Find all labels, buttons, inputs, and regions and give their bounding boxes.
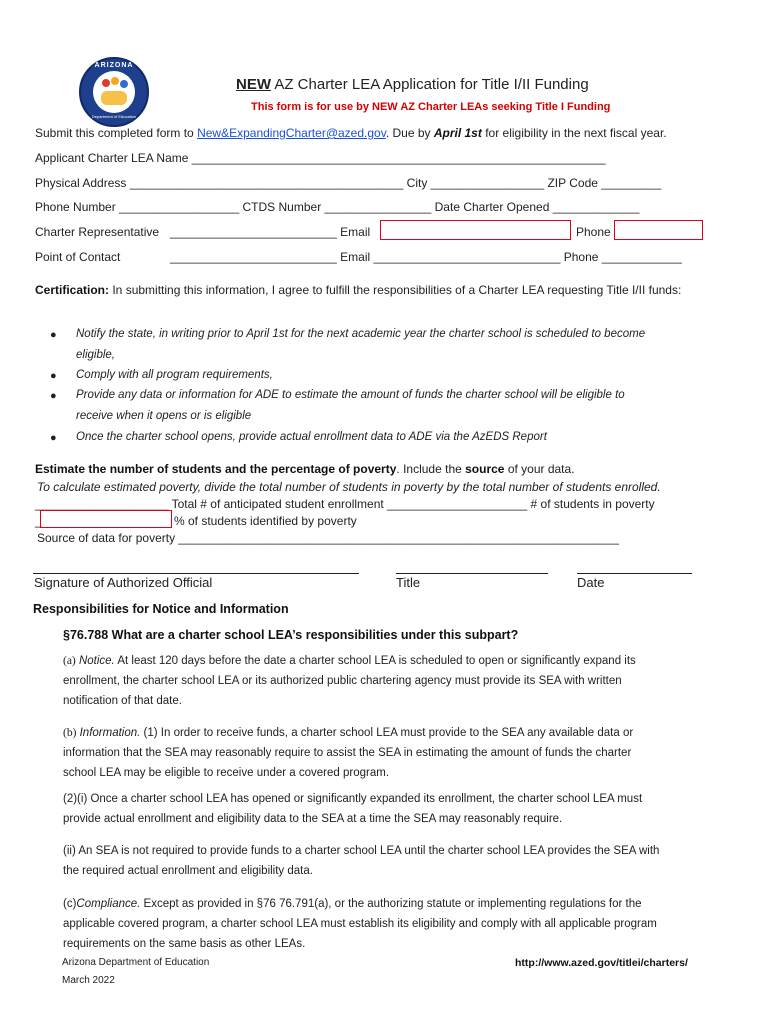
information-tag: (b): [63, 727, 77, 739]
footer-org: Arizona Department of Education: [62, 957, 210, 968]
notice-tag: (a): [63, 655, 76, 667]
notice-line-3: notification of that date.: [63, 695, 182, 707]
estimate-end: of your data.: [504, 462, 575, 476]
estimate-source: source: [465, 462, 505, 476]
poc-label: Point of Contact: [35, 250, 121, 264]
sea-funds-paragraph: [63, 841, 713, 881]
rep-email-input[interactable]: [380, 220, 571, 240]
bullet-dot: ●: [50, 390, 57, 402]
bullet-1-line-2: eligible,: [76, 349, 115, 361]
date-label: Date: [577, 575, 605, 590]
bullet-4: Once the charter school opens, provide actual enrollment data to ADE via the AzEDS Report: [76, 431, 547, 443]
submit-instructions: [35, 126, 667, 140]
form-title: [236, 76, 589, 93]
submit-suffix: for eligibility in the next fiscal year.: [481, 126, 667, 140]
logo-bottom-text: Department of Education: [91, 114, 137, 119]
enrollment-row[interactable]: ____________________ Total # of anticipated student enrollment _____________________ # of students in poverty: [35, 497, 655, 511]
bullet-3-line-1: Provide any data or information for ADE to estimate the amount of funds the charter school will be eligible to: [76, 389, 625, 401]
submit-email-link[interactable]: New&ExpandingCharter@azed.gov: [197, 126, 386, 140]
title-new: NEW: [236, 76, 271, 93]
estimate-mid: . Include the: [396, 462, 466, 476]
logo-top-text: ARIZONA: [94, 62, 134, 69]
sea-funds-line-1: (ii) An SEA is not required to provide funds to a charter school LEA until the charter school LEA provides the SEA with: [63, 845, 660, 857]
physical-address-field[interactable]: Physical Address _________________________________________ City _________________ ZIP Code _________: [35, 176, 662, 190]
lea-name-field[interactable]: Applicant Charter LEA Name ______________________________________________________________: [35, 151, 606, 165]
enrollment-data-line-2: provide actual enrollment and eligibility data to the SEA at a time the SEA may reasonably require.: [63, 813, 563, 825]
rep-phone-label: Phone: [576, 225, 611, 239]
rep-phone-input[interactable]: [614, 220, 703, 240]
submit-mid: . Due by: [385, 126, 434, 140]
footer-date: March 2022: [62, 975, 115, 986]
enrollment-data-paragraph: [63, 789, 713, 829]
notice-em: Notice.: [75, 655, 115, 667]
information-line-1: (1) In order to receive funds, a charter school LEA must provide to the SEA any available data or: [140, 727, 634, 739]
title-line[interactable]: [396, 573, 548, 574]
responsibilities-heading: Responsibilities for Notice and Information: [33, 602, 289, 616]
estimate-heading-bold: Estimate the number of students and the percentage of poverty: [35, 462, 397, 476]
title-label: Title: [396, 575, 421, 590]
compliance-line-2: applicable covered program, a charter school LEA must establish its eligibility and comply with all applicable program: [63, 918, 657, 930]
information-em: Information.: [76, 727, 141, 739]
compliance-line-3: requirements on the same basis as other LEAs.: [63, 938, 306, 950]
bullet-dot: ●: [50, 432, 57, 444]
date-line[interactable]: [577, 573, 692, 574]
compliance-paragraph: [63, 894, 713, 954]
certification-statement: [35, 283, 681, 297]
bullet-3-line-2: receive when it opens or is eligible: [76, 410, 252, 422]
phone-ctds-row[interactable]: Phone Number __________________ CTDS Number ________________ Date Charter Opened _____________: [35, 200, 640, 214]
azed-logo: [79, 57, 149, 127]
enrollment-data-line-1: (2)(i) Once a charter school LEA has opened or significantly expanded its enrollment, the charter school LEA must: [63, 793, 643, 805]
form-subtitle: This form is for use by NEW AZ Charter LEAs seeking Title I Funding: [251, 101, 611, 113]
signature-label: Signature of Authorized Official: [34, 575, 213, 590]
poverty-pct-input[interactable]: [40, 510, 172, 528]
charter-rep-line[interactable]: _________________________ Email: [170, 225, 371, 239]
certification-text: In submitting this information, I agree to fulfill the responsibilities of a Charter LEA requesting Title I/II funds:: [109, 283, 682, 297]
information-line-3: school LEA may be eligible to receive under a covered program.: [63, 767, 390, 779]
due-date: April 1st: [433, 126, 482, 140]
estimate-heading: [35, 462, 575, 476]
notice-paragraph: [63, 651, 713, 711]
footer-url[interactable]: http://www.azed.gov/titlei/charters/: [515, 957, 688, 969]
certification-label: Certification:: [35, 283, 110, 297]
bullet-2: Comply with all program requirements,: [76, 369, 273, 381]
charter-rep-label: Charter Representative: [35, 225, 160, 239]
submit-prefix: Submit this completed form to: [35, 126, 198, 140]
sea-funds-line-2: the required actual enrollment and eligibility data.: [63, 865, 313, 877]
poverty-pct-label: % of students identified by poverty: [174, 514, 357, 528]
bullet-dot: ●: [50, 329, 57, 341]
signature-line[interactable]: [33, 573, 359, 574]
section-heading: §76.788 What are a charter school LEA’s responsibilities under this subpart?: [63, 628, 519, 642]
notice-line-1: At least 120 days before the date a charter school LEA is scheduled to open or significantly expand its: [114, 655, 636, 667]
information-line-2: information that the SEA may reasonably require to assist the SEA in estimating the amount of funds the charter: [63, 747, 632, 759]
compliance-tag: (c): [63, 898, 77, 910]
bullet-1-line-1: Notify the state, in writing prior to April 1st for the next academic year the charter school is scheduled to become: [76, 328, 646, 340]
notice-line-2: enrollment, the charter school LEA or its authorized public chartering agency must provide its SEA with written: [63, 675, 622, 687]
poverty-source-field[interactable]: Source of data for poverty __________________________________________________________________: [37, 531, 619, 545]
poverty-calc-instruction: To calculate estimated poverty, divide the total number of students in poverty by the total number of students enrolled.: [37, 480, 661, 494]
compliance-line-1: Except as provided in §76 76.791(a), or the authorizing statute or implementing regulations for the: [140, 898, 642, 910]
poc-line[interactable]: _________________________ Email ____________________________ Phone ____________: [170, 250, 682, 264]
compliance-em: Compliance.: [76, 898, 141, 910]
title-rest: AZ Charter LEA Application for Title I/II Funding: [271, 76, 589, 93]
logo-emblem: [93, 71, 135, 113]
bullet-dot: ●: [50, 370, 57, 382]
information-paragraph: [63, 723, 713, 783]
poverty-pct-underscore: _: [35, 514, 42, 528]
